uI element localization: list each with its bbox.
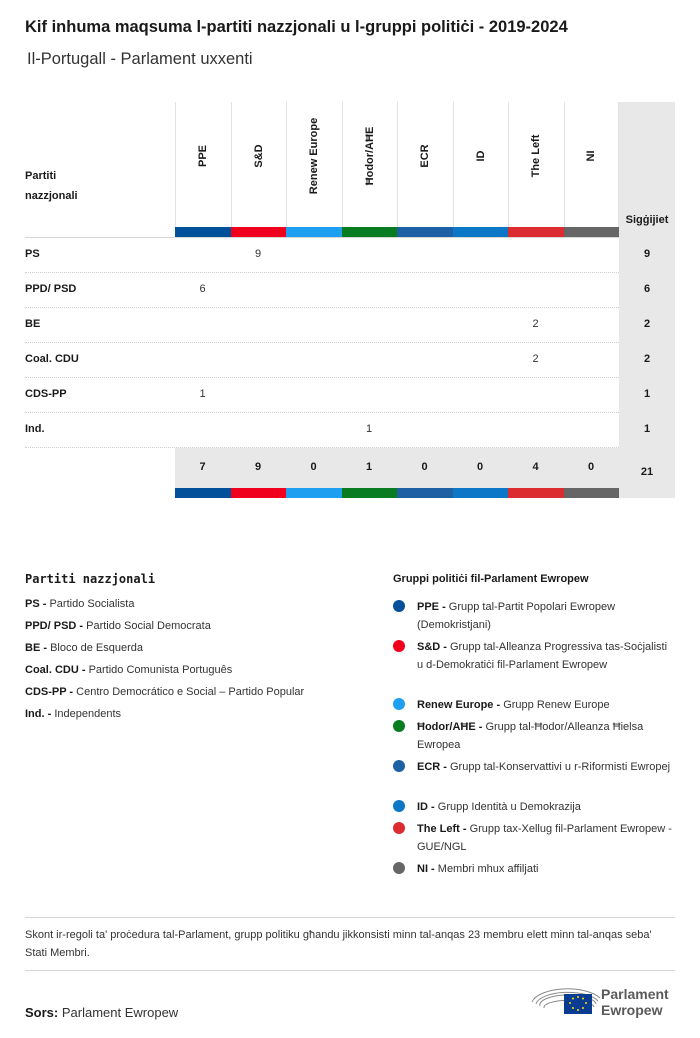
- row-total: 2: [643, 318, 651, 330]
- table-cell: 2: [532, 353, 539, 365]
- page-subtitle: Il-Portugall - Parlament uxxenti: [27, 50, 253, 68]
- source-line: [25, 1005, 178, 1020]
- total-column-background: [619, 102, 675, 498]
- group-color-dot-icon: [393, 822, 405, 834]
- national-legend-abbr: Coal. CDU -: [25, 664, 89, 676]
- group-legend-item: [417, 820, 675, 856]
- group-column-header: [231, 102, 287, 238]
- group-legend-item: [417, 718, 675, 754]
- column-total: 0: [476, 461, 484, 473]
- table-header-line: [25, 237, 619, 238]
- row-label: PPD/ PSD: [25, 283, 77, 295]
- row-total: 2: [643, 353, 651, 365]
- column-total: 7: [199, 461, 206, 473]
- footnote: Skont ir-regoli ta' proċedura tal-Parlament, grupp politiku għandu jikkonsisti minn tal-anqas 23 membru elett minn tal-anqas seba' Stati Membri.: [25, 929, 652, 959]
- row-total: 1: [643, 388, 651, 400]
- row-label: CDS-PP: [25, 388, 67, 400]
- group-color-strip: [342, 488, 398, 498]
- group-color-strip: [564, 488, 620, 498]
- national-legend-name: Independents: [54, 708, 121, 720]
- national-legend-abbr: Ind. -: [25, 708, 55, 720]
- group-color-dot-icon: [393, 760, 405, 772]
- group-color-strip: [175, 227, 231, 237]
- group-column-header: [175, 102, 231, 238]
- source-text: Parlament Ewropew: [61, 1005, 179, 1020]
- row-divider: [25, 412, 619, 413]
- table-cell: 2: [532, 318, 539, 330]
- seats-header: Sigġijiet: [625, 214, 669, 226]
- group-label: PPE: [197, 144, 210, 168]
- national-legend-name: Bloco de Esquerda: [50, 642, 144, 654]
- row-total: 1: [643, 423, 651, 435]
- column-total: 1: [365, 461, 373, 473]
- national-legend-abbr: PPD/ PSD -: [25, 620, 87, 632]
- group-column-header: [342, 102, 398, 238]
- group-color-strip: [508, 227, 564, 237]
- group-legend-abbr: Ħodor/AĦE -: [417, 721, 486, 733]
- group-legend-item: [417, 860, 675, 878]
- group-color-dot-icon: [393, 862, 405, 874]
- national-legend-name: Centro Democrático e Social – Partido Popular: [76, 686, 305, 698]
- group-legend-abbr: Renew Europe -: [417, 699, 504, 711]
- group-legend-abbr: ECR -: [417, 761, 450, 773]
- group-label: NI: [585, 150, 598, 162]
- source-label: Sors:: [25, 1005, 59, 1020]
- group-label: The Left: [530, 134, 543, 178]
- national-legend-item: [25, 664, 232, 676]
- group-legend-name: Grupp tal-Alleanza Progressiva tas-Soċjalisti u d-Demokratiċi fil-Parlament Ewropew: [417, 641, 668, 671]
- column-total: 0: [421, 461, 428, 473]
- group-column-header: [508, 102, 564, 238]
- group-color-strip: [397, 488, 453, 498]
- national-legend-abbr: PS -: [25, 598, 50, 610]
- group-color-strip: [342, 227, 398, 237]
- group-legend-abbr: PPE -: [417, 601, 449, 613]
- row-total: 6: [643, 283, 651, 295]
- group-legend-item: [417, 638, 675, 674]
- row-divider: [25, 447, 619, 448]
- table-cell: 1: [199, 388, 206, 400]
- national-party-header: Partiti nazzjonali: [25, 170, 78, 202]
- group-legend-abbr: The Left -: [417, 823, 470, 835]
- row-total: 9: [643, 248, 651, 260]
- group-legend-abbr: NI -: [417, 863, 438, 875]
- national-legend-item: [25, 642, 143, 654]
- group-color-strip: [453, 488, 509, 498]
- group-color-strip: [286, 227, 342, 237]
- group-label: Ħodor/AĦE: [363, 126, 376, 186]
- national-legend-abbr: BE -: [25, 642, 51, 654]
- national-legend-name: Partido Social Democrata: [86, 620, 211, 632]
- column-total: 4: [532, 461, 539, 473]
- column-total: 9: [254, 461, 262, 473]
- group-column-header: [286, 102, 342, 238]
- group-color-dot-icon: [393, 720, 405, 732]
- group-color-strip: [175, 488, 231, 498]
- row-divider: [25, 272, 619, 273]
- national-legend-abbr: CDS-PP -: [25, 686, 77, 698]
- group-color-dot-icon: [393, 640, 405, 652]
- group-label: Renew Europe: [308, 117, 321, 195]
- column-total: 0: [310, 461, 317, 473]
- group-color-strip: [231, 488, 287, 498]
- group-color-dot-icon: [393, 800, 405, 812]
- group-legend-name: Grupp tax-Xellug fil-Parlament Ewropew - GUE/NGL: [417, 823, 672, 853]
- row-label: Coal. CDU: [25, 353, 79, 365]
- national-legend-item: [25, 620, 211, 632]
- group-color-strip: [397, 227, 453, 237]
- group-legend-item: [417, 758, 675, 776]
- national-legend-item: [25, 708, 121, 720]
- group-color-dot-icon: [393, 600, 405, 612]
- logo-text: [601, 986, 669, 1018]
- group-color-dot-icon: [393, 698, 405, 710]
- table-cell: 9: [254, 248, 262, 260]
- national-legend-name: Partido Socialista: [49, 598, 135, 610]
- group-color-strip: [453, 227, 509, 237]
- group-color-strip: [508, 488, 564, 498]
- group-label: ECR: [419, 144, 432, 168]
- group-label: S&D: [252, 144, 265, 168]
- grand-total: 21: [640, 466, 654, 478]
- group-legend-title: Gruppi politiċi fil-Parlament Ewropew: [393, 573, 589, 585]
- group-legend-name: Grupp Renew Europe: [503, 699, 610, 711]
- group-legend-item: [417, 696, 675, 714]
- group-legend-name: Membri mhux affiljati: [437, 863, 539, 875]
- group-column-header: [564, 102, 620, 238]
- group-color-strip: [231, 227, 287, 237]
- group-legend-name: Grupp tal-Partit Popolari Ewropew (Demokristjani): [417, 601, 616, 631]
- row-label: Ind.: [25, 423, 45, 435]
- row-divider: [25, 342, 619, 343]
- page-title: Kif inhuma maqsuma l-partiti nazzjonali u l-gruppi politiċi - 2019-2024: [25, 18, 568, 36]
- logo-text-line2: Ewropew: [601, 1002, 663, 1018]
- group-legend-item: [417, 798, 675, 816]
- group-label: ID: [474, 150, 487, 162]
- national-legend-item: [25, 686, 304, 698]
- group-legend-name: Grupp Identità u Demokrazija: [437, 801, 581, 813]
- group-legend-abbr: S&D -: [417, 641, 450, 653]
- group-legend-name: Grupp tal-Ħodor/Alleanza Ħielsa Ewropea: [417, 721, 644, 751]
- national-legend-item: [25, 598, 134, 610]
- divider: [25, 970, 675, 971]
- group-legend-name: Grupp tal-Konservattivi u r-Riformisti Ewropej: [450, 761, 671, 773]
- group-color-strip: [286, 488, 342, 498]
- divider: [25, 917, 675, 918]
- national-legend-name: Partido Comunista Português: [88, 664, 233, 676]
- table-cell: 1: [365, 423, 373, 435]
- group-column-header: [453, 102, 509, 238]
- group-color-strip: [564, 227, 620, 237]
- group-column-header: [397, 102, 453, 238]
- table-cell: 6: [199, 283, 206, 295]
- row-label: PS: [25, 248, 40, 260]
- row-label: BE: [25, 318, 41, 330]
- group-legend-abbr: ID -: [417, 801, 438, 813]
- logo-text-line1: Parlament: [601, 986, 669, 1002]
- column-total: 0: [587, 461, 595, 473]
- national-legend-title: Partiti nazzjonali: [25, 572, 156, 586]
- row-divider: [25, 377, 619, 378]
- row-divider: [25, 307, 619, 308]
- group-legend-item: [417, 598, 675, 634]
